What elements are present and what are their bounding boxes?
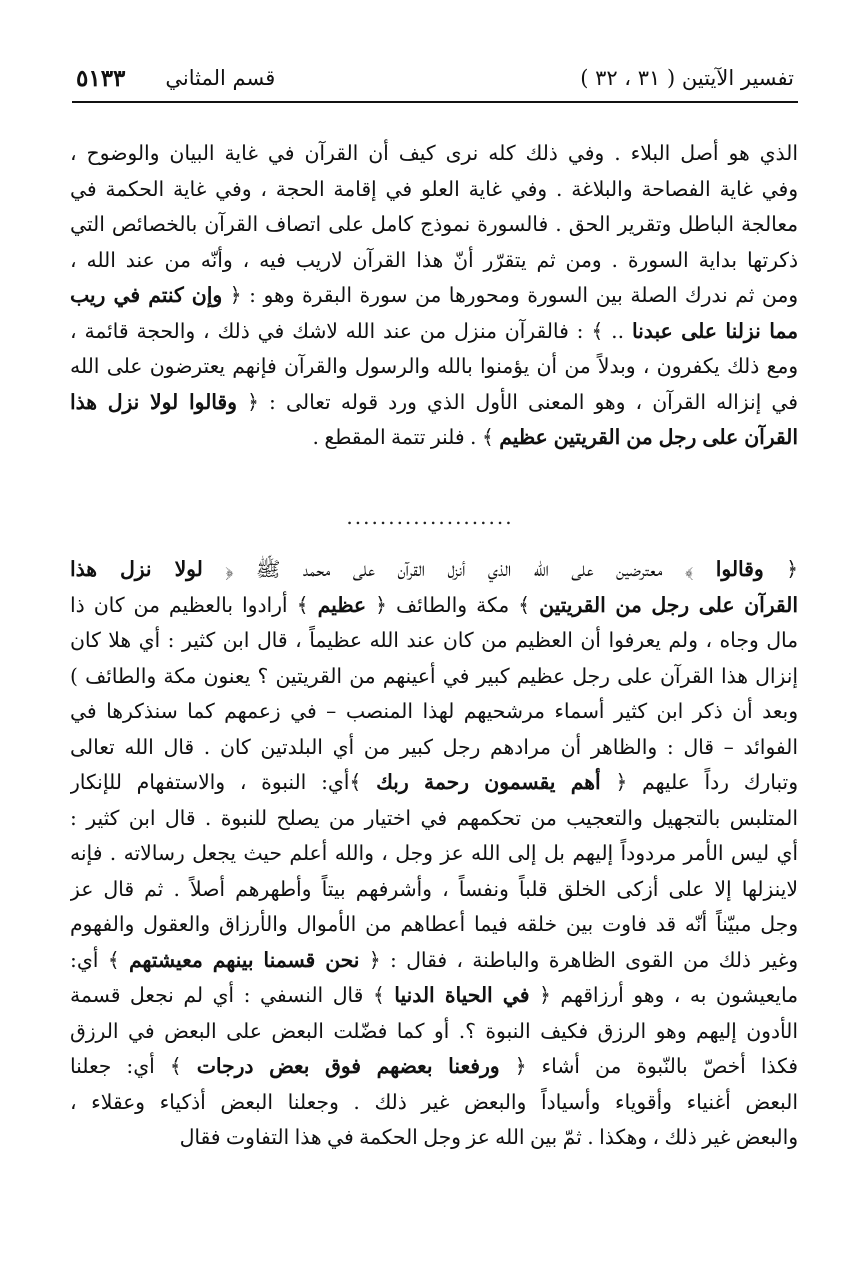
text-run: مال وجاه ، ولم يعرفوا أن العظيم من كان عند الله عظيماً ، قال ابن كثير : أي هلا كان <box>70 628 798 652</box>
text-line <box>70 943 798 979</box>
text-run: ﴿ <box>763 557 798 581</box>
text-run: ﴾ معترضين على الله الذي أنزل القرآن على محمد ﷺ ﴿ <box>202 557 716 581</box>
text-line <box>70 385 798 421</box>
paragraph-intro <box>70 136 798 456</box>
text-run: وتبارك رداً عليهم ﴿ <box>600 770 798 794</box>
quran-quote: وقالوا <box>715 557 764 581</box>
quran-quote: مما نزلنا على عبدنا <box>631 318 798 343</box>
text-run: ذكرتها بداية السورة . ومن ثم يتقرّر أنّ هذا القرآن لاريب فيه ، وأنّه من عند الله ، <box>70 247 798 272</box>
text-run: ومن ثم ندرك الصلة بين السورة ومحورها من سورة البقرة وهو : ﴿ <box>222 283 798 307</box>
text-run: البعض أغنياء وأقوياء وأسياداً والبعض غير ذلك . وجعلنا البعض أذكياء وعقلاء ، <box>70 1089 798 1114</box>
text-run: الأدون إليهم وهو الرزق فكيف النبوة ؟. أو كما فضّلت البعض على البعض في الرزق <box>70 1018 798 1043</box>
quran-quote: القرآن على رجل من القريتين عظيم <box>499 425 798 449</box>
text-run: .. ﴾ : فالقرآن منزل من عند الله لاشك في ذلك ، والحجة قائمة ، <box>70 318 632 343</box>
text-run: وجل مبيّناً أنّه قد فاوت بين خلقه فيما أعطاهم من الأموال والأرزاق والعقول والفهوم <box>70 912 798 936</box>
text-run: ﴾ . فلنر تتمة المقطع . <box>312 425 500 449</box>
text-line <box>70 907 798 943</box>
text-line <box>70 1014 798 1050</box>
text-run: لاينزلها إلا على أزكى الخلق قلباً ونفساً ، وأشرفهم بيتاً وأطهرهم أصلاً . ثم قال عز <box>70 876 798 901</box>
text-run: إنزال هذا القرآن على رجل عظيم كبير في أعينهم من القريتين ؟ يعنون مكة والطائف ) <box>70 663 798 688</box>
text-line <box>70 1085 798 1121</box>
running-title: تفسير الآيتين ( ٣١ ، ٣٢ ) <box>580 66 794 90</box>
text-line <box>70 872 798 908</box>
text-line <box>70 1120 798 1156</box>
text-run: في إنزاله القرآن ، وهو المعنى الأول الذي ورد قوله تعالى : ﴿ <box>236 389 798 414</box>
section-divider: .................... <box>346 505 514 529</box>
text-run: ﴾ أي: <box>70 947 129 972</box>
quran-quote: ورفعنا بعضهم فوق بعض درجات <box>196 1054 500 1078</box>
text-line <box>70 765 798 801</box>
section-name: قسم المثاني <box>165 66 276 90</box>
text-line <box>70 278 798 314</box>
text-line <box>70 836 798 872</box>
text-line <box>70 243 798 279</box>
text-run: وبعد أن ذكر ابن كثير أسماء مرشحيهم لهذا المنصب – في زعمهم كما سنذكرها في <box>70 699 798 723</box>
page-number: ٥١٣٣ <box>76 64 126 92</box>
quran-quote: في الحياة الدنيا <box>394 983 530 1007</box>
quran-quote: عظيم <box>317 592 366 617</box>
text-line <box>70 314 798 350</box>
quran-quote: وإن كنتم في ريب <box>70 283 223 307</box>
paragraph-commentary <box>70 552 798 1156</box>
text-line <box>70 588 798 624</box>
text-run: ﴾ أي: جعلنا <box>70 1054 197 1078</box>
quran-quote: أهم يقسمون رحمة ربك <box>376 770 601 794</box>
text-run: ﴾أي: النبوة ، والاستفهام للإنكار <box>70 770 377 794</box>
text-line <box>70 349 798 385</box>
header-rule <box>72 101 798 103</box>
text-line <box>70 659 798 695</box>
text-line <box>70 207 798 243</box>
text-run: وغير ذلك من القوى الظاهرة والباطنة ، فقال : ﴿ <box>359 947 798 972</box>
page-header <box>76 58 794 98</box>
text-line <box>70 623 798 659</box>
text-line <box>70 694 798 730</box>
quran-quote: لولا نزل هذا <box>70 557 203 581</box>
text-line <box>70 801 798 837</box>
text-run: أي ليس الأمر مردوداً إليهم بل إلى الله عز وجل ، والله أعلم حيث يجعل رسالاته . فإنه <box>70 841 798 865</box>
text-run: الذي هو أصل البلاء . وفي ذلك كله نرى كيف أن القرآن في غاية البيان والوضوح ، <box>70 141 798 165</box>
text-run: والبعض غير ذلك ، وهكذا . ثمّ بين الله عز وجل الحكمة في هذا التفاوت فقال <box>179 1125 798 1149</box>
text-run: ومع ذلك يكفرون ، وبدلاً من أن يؤمنوا بالله والرسول والقرآن فإنهم يعترضون على الله <box>70 354 798 378</box>
text-run: المتلبس بالتجهيل والتعجيب من تحكمهم في اختيار من يصلح للنبوة . قال ابن كثير : <box>70 805 798 830</box>
text-run: فكذا أخصّ بالنّبوة من أشاء ﴿ <box>499 1054 798 1078</box>
header-left-group <box>76 65 275 92</box>
text-line <box>70 172 798 208</box>
text-line <box>70 1049 798 1085</box>
text-run: الفوائد – قال : والظاهر أن مرادهم رجل كبير من أي البلدتين كان . قال الله تعالى <box>70 734 798 759</box>
quran-quote: القرآن على رجل من القريتين <box>539 592 798 617</box>
text-run: ﴾ قال النسفي : أي لم نجعل قسمة <box>70 983 395 1007</box>
text-run: مايعيشون به ، وهو أرزاقهم ﴿ <box>529 983 798 1007</box>
text-line <box>70 420 798 456</box>
text-line <box>70 978 798 1014</box>
text-run: وفي غاية الفصاحة والبلاغة . وفي غاية العلو في إقامة الحجة ، وفي غاية الحكمة في <box>70 176 798 201</box>
quran-quote: وقالوا لولا نزل هذا <box>70 389 237 414</box>
text-run: معالجة الباطل وتقرير الحق . فالسورة نموذج كامل على اتصاف القرآن بالخصائص التي <box>70 212 798 236</box>
text-run: ﴾ أرادوا بالعظيم من كان ذا <box>70 592 318 617</box>
text-line <box>70 136 798 172</box>
text-run: ﴾ مكة والطائف ﴿ <box>365 592 540 617</box>
text-line <box>70 552 798 588</box>
quran-quote: نحن قسمنا بينهم معيشتهم <box>128 947 360 972</box>
text-line <box>70 730 798 766</box>
